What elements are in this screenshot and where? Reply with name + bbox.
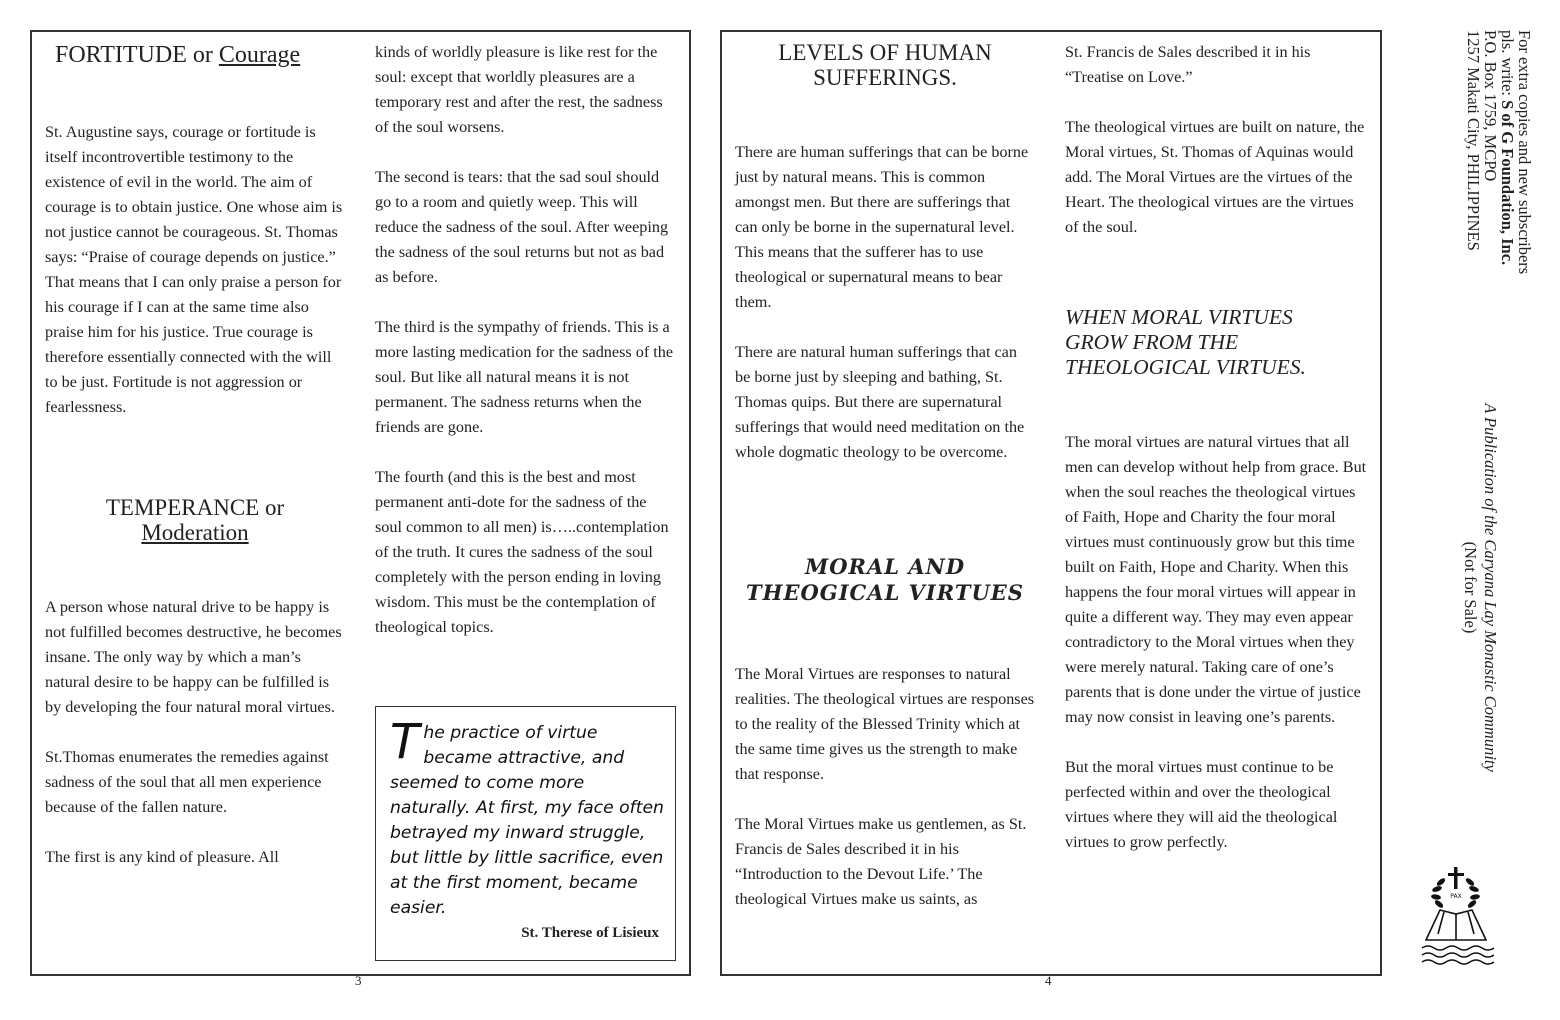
remedies-paragraph-3: The third is the sympathy of friends. This is a more lasting medication for the sadness of the soul. But like all natural means it is not permanent. The sadness returns when the friends are gone. xyxy=(375,318,674,436)
page-4-column-2 xyxy=(1065,40,1370,880)
remedies-paragraph-1: kinds of worldly pleasure is like rest for the soul: except that worldly pleasures are a temporary rest and after the rest, the sadness of the soul worsens. xyxy=(375,43,663,136)
waves-icon xyxy=(1422,946,1494,964)
address-write-prefix: pls. write: xyxy=(1498,30,1517,101)
moral-theological-heading: MORAL AND THEOGICAL VIRTUES xyxy=(746,554,1024,605)
address-line-4: 1257 Makati City, PHILIPPINES xyxy=(1464,30,1483,251)
address-block xyxy=(1465,30,1533,274)
levels-heading: LEVELS OF HUMAN SUFFERINGS. xyxy=(778,40,992,90)
book-icon xyxy=(1426,910,1486,940)
moral-theological-paragraph-1: The Moral Virtues are responses to natural realities. The theological virtues are responses to the reality of the Blessed Trinity which at the same time gives us the strength to make that response. xyxy=(735,665,1035,783)
page-number-3: 3 xyxy=(355,973,362,988)
temperance-paragraph-2: St.Thomas enumerates the remedies against sadness of the soul that all men experience because of the fallen nature. xyxy=(45,748,329,816)
page-3-column-2 xyxy=(375,40,675,665)
remedies-paragraph-2: The second is tears: that the sad soul should go to a room and quietly weep. This will reduce the sadness of the soul. After weeping the sadness of the soul returns but not as bad as before. xyxy=(375,168,669,286)
address-line-1: For extra copies and new subscribers xyxy=(1515,30,1534,275)
temperance-moderation: Moderation xyxy=(141,520,249,545)
pax-logo xyxy=(1418,862,1494,972)
remedies-paragraph-4: The fourth (and this is the best and most permanent anti-dote for the sadness of the soul common to all men) is…..contemplation of the truth. It cures the sadness of the soul completely with the person ending in loving wisdom. This must be the contemplation of theological topics. xyxy=(375,468,669,636)
quote-text xyxy=(390,714,670,921)
publication-line: A Publication of the Caryana Lay Monastic Community xyxy=(1481,403,1500,772)
page-4-column-1 xyxy=(735,40,1035,937)
logo-pax-text: PAX xyxy=(1450,893,1462,900)
temperance-title: TEMPERANCE or xyxy=(105,495,285,520)
foundation-name: S of G Foundation, Inc. xyxy=(1498,100,1517,266)
not-for-sale: (Not for Sale) xyxy=(1461,541,1480,634)
temperance-heading xyxy=(45,495,345,545)
fortitude-title: FORTITUDE xyxy=(55,42,187,68)
built-on-nature-paragraph: The theological virtues are built on nature, the Moral virtues, St. Thomas of Aquinas would add. The Moral Virtues are the virtues of the Heart. The theological virtues are the virtues of the soul. xyxy=(1065,118,1365,236)
when-moral-heading: WHEN MORAL VIRTUES GROW FROM THE THEOLOGICAL VIRTUES. xyxy=(1065,305,1306,379)
levels-paragraph-2: There are natural human sufferings that can be borne just by sleeping and bathing, St. Thomas quips. But there are supernatural sufferings that would need meditation on the whole dogmatic theology to be overcome. xyxy=(735,343,1025,461)
saints-paragraph: St. Francis de Sales described it in his “Treatise on Love.” xyxy=(1065,43,1311,86)
page-number-4: 4 xyxy=(1045,973,1052,988)
fortitude-courage: Courage xyxy=(218,42,301,68)
page-3-column-1 xyxy=(45,40,345,895)
moral-theological-paragraph-2: The Moral Virtues make us gentlemen, as St. Francis de Sales described it in his “Introduction to the Devout Life.’ The theological Virtues make us saints, as xyxy=(735,815,1027,908)
quote-box xyxy=(375,706,676,961)
address-line-2 xyxy=(1499,30,1516,274)
fortitude-paragraph: St. Augustine says, courage or fortitude is itself incontrovertible testimony to the existence of evil in the world. The aim of courage is to obtain justice. One whose aim is not justice cannot be courageous. St. Thomas says: “Praise of courage depends on justice.” That means that I can only praise a person for his courage if I can at the same time also praise him for his justice. True courage is therefore essentially connected with the will to be just. Fortitude is not aggression or fearlessness. xyxy=(45,123,343,416)
quote-body: he practice of virtue became attractive, and seemed to come more naturally. At first, my face often betrayed my inward struggle, but little by little sacrifice, even at the first moment, became easier. xyxy=(390,723,664,918)
fortitude-heading xyxy=(55,40,345,70)
quote-author: St. Therese of Lisieux xyxy=(521,925,659,941)
temperance-paragraph-1: A person whose natural drive to be happy is not fulfilled becomes destructive, he becomes insane. The only way by which a man’s natural desire to be happy can be fulfilled is by developing the four natural moral virtues. xyxy=(45,598,342,716)
publication-block xyxy=(1460,385,1500,790)
fortitude-or: or xyxy=(192,42,213,68)
when-moral-paragraph-2: But the moral virtues must continue to be perfected within and over the theological virtues where they will aid the theological virtues to grow perfectly. xyxy=(1065,758,1338,851)
address-line-3: P.O. Box 1759, MCPO xyxy=(1481,30,1500,182)
cross-icon xyxy=(1448,867,1464,889)
temperance-paragraph-3: The first is any kind of pleasure. All xyxy=(45,848,279,866)
levels-paragraph-1: There are human sufferings that can be borne just by natural means. This is common amongst men. But there are sufferings that can only be borne in the supernatural level. This means that the sufferer has to use theological or supernatural means to bear them. xyxy=(735,143,1029,311)
quote-dropcap: T xyxy=(390,714,420,770)
when-moral-paragraph-1: The moral virtues are natural virtues that all men can develop without help from grace. But when the soul reaches the theological virtues of Faith, Hope and Charity the four moral virtues must continuously grow but this time built on Faith, Hope and Charity. When this happens the four moral virtues will appear in quite a different way. They may even appear contradictory to the Moral virtues when they were merely natural. Taking care of one’s parents that is done under the virtue of justice may now consist in leaving one’s parents. xyxy=(1065,433,1367,726)
